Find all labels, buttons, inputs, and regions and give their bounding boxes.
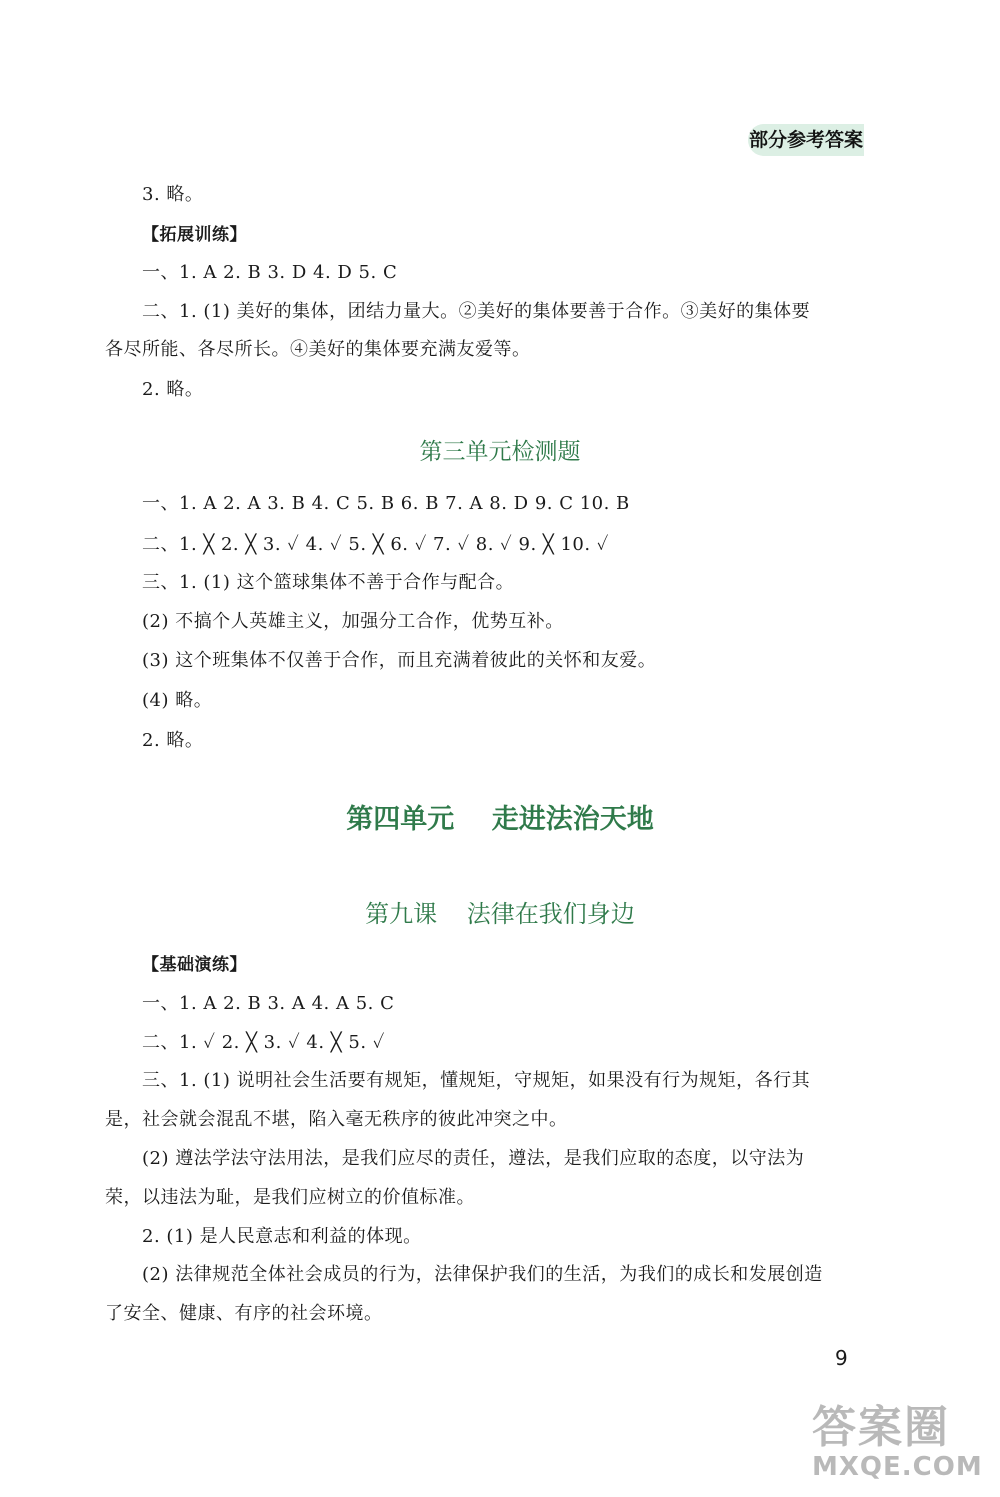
- watermark-text-bottom: MXQE.COM: [812, 1452, 983, 1482]
- answer-line: 荣，以违法为耻，是我们应树立的价值标准。: [105, 1187, 475, 1208]
- answer-line: 二、1. ╳ 2. ╳ 3. ✓ 4. ✓ 5. ╳ 6. ✓ 7. ✓ 8. ✓ 9. ╳ 10. ✓: [142, 534, 609, 555]
- unit4-title: 第四单元 走进法治天地: [346, 804, 654, 835]
- section-heading-basic: 【基础演练】: [142, 955, 247, 975]
- unit3-test-title: 第三单元检测题: [419, 439, 581, 465]
- answer-line: 二、1. (1) 美好的集体，团结力量大。②美好的集体要善于合作。③美好的集体要: [142, 301, 811, 322]
- answer-line: 一、1. A 2. A 3. B 4. C 5. B 6. B 7. A 8. D 9. C 10. B: [142, 493, 630, 514]
- answer-line: (4) 略。: [142, 690, 213, 711]
- answer-line: 一、1. A 2. B 3. A 4. A 5. C: [142, 993, 395, 1014]
- lesson9-title: 第九课 法律在我们身边: [365, 900, 635, 928]
- answer-line: 2. (1) 是人民意志和利益的体现。: [142, 1226, 422, 1247]
- answer-line: 三、1. (1) 这个篮球集体不善于合作与配合。: [142, 572, 515, 593]
- watermark-text-top: 答案圈: [812, 1402, 950, 1453]
- page-number: 9: [835, 1346, 848, 1370]
- answer-line: 三、1. (1) 说明社会生活要有规矩，懂规矩，守规矩，如果没有行为规矩，各行其: [142, 1070, 811, 1091]
- answer-line: 2. 略。: [142, 379, 204, 400]
- section-tag: 部分参考答案: [748, 124, 864, 156]
- answer-line: 一、1. A 2. B 3. D 4. D 5. C: [142, 262, 398, 283]
- answer-line: 二、1. ✓ 2. ╳ 3. ✓ 4. ╳ 5. ✓: [142, 1032, 385, 1053]
- answer-line: (3) 这个班集体不仅善于合作，而且充满着彼此的关怀和友爱。: [142, 650, 657, 671]
- answer-line: 了安全、健康、有序的社会环境。: [105, 1303, 383, 1324]
- answer-line: (2) 不搞个人英雄主义，加强分工合作，优势互补。: [142, 611, 564, 632]
- answer-line: 各尽所能、各尽所长。④美好的集体要充满友爱等。: [105, 339, 531, 360]
- answer-line: (2) 法律规范全体社会成员的行为，法律保护我们的生活，为我们的成长和发展创造: [142, 1264, 823, 1285]
- answer-line: (2) 遵法学法守法用法，是我们应尽的责任，遵法，是我们应取的态度，以守法为: [142, 1148, 805, 1169]
- answer-line: 是，社会就会混乱不堪，陷入毫无秩序的彼此冲突之中。: [105, 1109, 568, 1130]
- section-heading-extension: 【拓展训练】: [142, 225, 247, 245]
- answer-line: 2. 略。: [142, 730, 204, 751]
- answer-line: 3. 略。: [142, 184, 204, 205]
- watermark-logo: [812, 1404, 988, 1488]
